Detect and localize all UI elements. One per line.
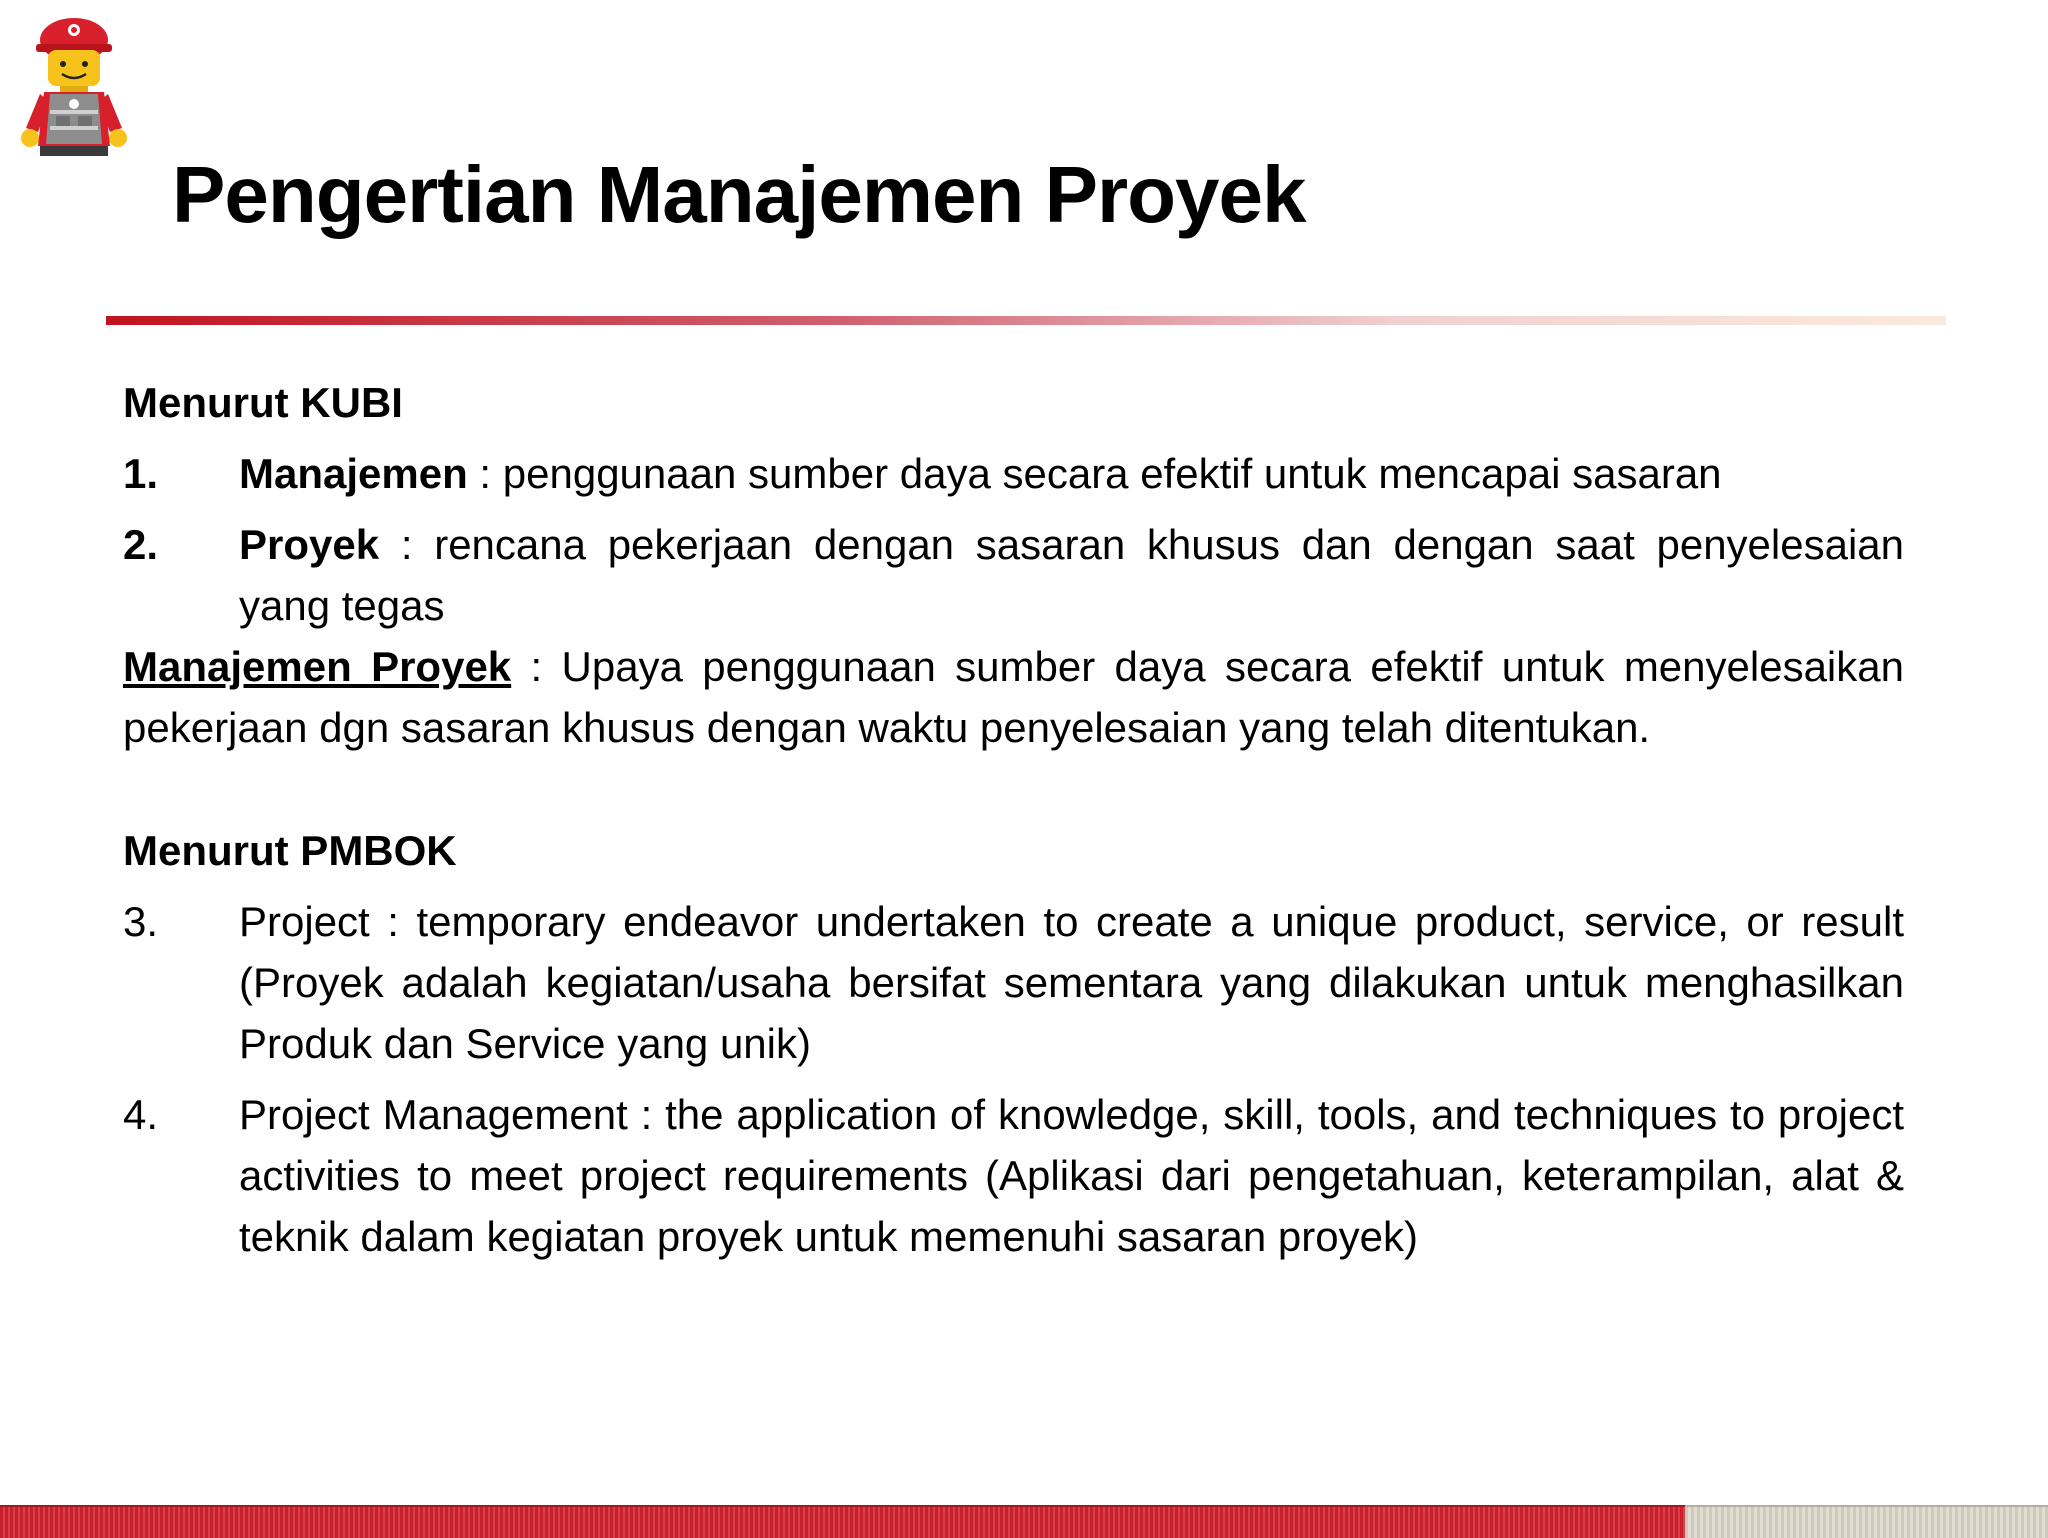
list-item-number: 4.	[123, 1091, 159, 1138]
section-heading-pmbok: Menurut PMBOK	[123, 827, 457, 874]
definition-text: : Upaya penggunaan sumber daya secara efektif untuk menyelesaikan pekerjaan dgn sasaran khusus dengan waktu penyelesaian yang telah ditentukan.	[123, 643, 1904, 751]
list-item	[123, 514, 1904, 636]
list-item-number: 2.	[123, 521, 159, 568]
list-item-term: Proyek	[239, 521, 380, 568]
title-divider	[106, 316, 1946, 325]
list-item-description: : penggunaan sumber daya secara efektif untuk mencapai sasaran	[467, 450, 1722, 497]
list-item-number: 3.	[123, 898, 159, 945]
definition-paragraph	[123, 636, 1904, 758]
list-item-description: : rencana pekerjaan dengan sasaran khusus dan dengan saat penyelesaian yang tegas	[239, 521, 1904, 629]
construction-worker-icon	[10, 10, 138, 160]
list-item-text	[239, 443, 1904, 504]
footer-tile	[1685, 1505, 2048, 1538]
section-heading-kubi: Menurut KUBI	[123, 379, 403, 426]
list-item-term: Manajemen	[239, 450, 468, 497]
footer-band	[0, 1505, 1685, 1538]
list-item-text: Project Management : the application of knowledge, skill, tools, and techniques to project activities to meet project requirements (Aplikasi dari pengetahuan, keterampilan, alat & teknik dalam kegiatan proyek untuk memenuhi sasaran proyek)	[239, 1091, 1904, 1260]
list-item-text: Project : temporary endeavor undertaken to create a unique product, service, or result (Proyek adalah kegiatan/usaha bersifat sementara yang dilakukan untuk menghasilkan Produk dan Service yang unik)	[239, 898, 1904, 1067]
section-spacer	[123, 758, 1904, 820]
list-item	[123, 443, 1904, 504]
list-item-text	[239, 514, 1904, 636]
slide-title: Pengertian Manajemen Proyek	[172, 150, 1306, 239]
list-item	[123, 891, 1904, 1074]
slide-body	[123, 372, 1904, 1267]
list-item-number: 1.	[123, 450, 159, 497]
list-item	[123, 1084, 1904, 1267]
definition-term: Manajemen Proyek	[123, 643, 512, 690]
